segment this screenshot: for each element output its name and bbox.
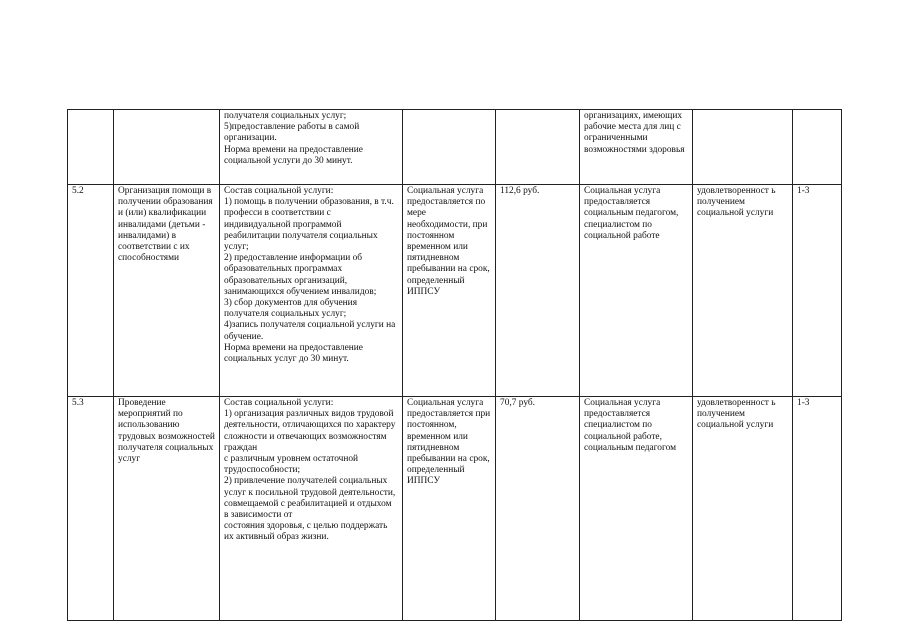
service-name-cell: Проведение мероприятий по использованию трудовых возможностей получателя социальных услуг <box>114 397 220 621</box>
service-period-cell: 1-3 <box>793 397 842 621</box>
service-conditions-cell: Социальная услуга предоставляется при постоянном, временном или пятидневном пребывании на срок, определенный ИППСУ <box>403 397 496 621</box>
social-services-table <box>67 109 842 621</box>
service-price-cell <box>496 110 580 185</box>
service-period-cell <box>793 110 842 185</box>
service-number-cell <box>68 110 114 185</box>
table-row <box>68 185 842 397</box>
service-price-cell: 70,7 руб. <box>496 397 580 621</box>
service-indicator-cell: удовлетворенност ь получением социальной услуги <box>693 397 793 621</box>
service-executor-cell: Социальная услуга предоставляется социальным педагогом, специалистом по социальной работе <box>580 185 693 397</box>
service-executor-cell: организациях, имеющих рабочие места для лиц с ограниченными возможностями здоровья <box>580 110 693 185</box>
service-number-cell: 5.3 <box>68 397 114 621</box>
table-row <box>68 397 842 621</box>
service-content-cell: получателя социальных услуг; 5)предоставление работы в самой организации. Норма времени на предоставление социальной услуги до 30 минут. <box>220 110 403 185</box>
table-row <box>68 110 842 185</box>
service-indicator-cell <box>693 110 793 185</box>
service-indicator-cell: удовлетворенност ь получением социальной услуги <box>693 185 793 397</box>
service-conditions-cell: Социальная услуга предоставляется по мере необходимости, при постоянном временном или пятидневном пребывании на срок, определенный ИППСУ <box>403 185 496 397</box>
service-executor-cell: Социальная услуга предоставляется специалистом по социальной работе, социальным педагогом <box>580 397 693 621</box>
service-name-cell <box>114 110 220 185</box>
service-conditions-cell <box>403 110 496 185</box>
service-price-cell: 112,6 руб. <box>496 185 580 397</box>
service-content-cell: Состав социальной услуги: 1) организация различных видов трудовой деятельности, отличающихся по характеру сложности и отвечающих возможностям граждан с различным уровнем остаточной трудоспособности; 2) привлечение получателей социальных услуг к посильной трудовой деятельности, совмещаемой с реабилитацией и отдыхом в зависимости от состояния здоровья, с целью поддержать их активный образ жизни. <box>220 397 403 621</box>
service-content-cell: Состав социальной услуги: 1) помощь в получении образования, в т.ч. професси в соответствии с индивидуальной программой реабилитации получателя социальных услуг; 2) предоставление информации об образовательных программах образовательных организаций, занимающихся обучением инвалидов; 3) сбор документов для обучения получателя социальных услуг; 4)запись получателя социальной услуги на обучение. Норма времени на предоставление социальных услуг до 30 минут. <box>220 185 403 397</box>
service-number-cell: 5.2 <box>68 185 114 397</box>
service-period-cell: 1-3 <box>793 185 842 397</box>
service-name-cell: Организация помощи в получении образования и (или) квалификации инвалидами (детьми - инвалидами) в соответствии с их способностями <box>114 185 220 397</box>
